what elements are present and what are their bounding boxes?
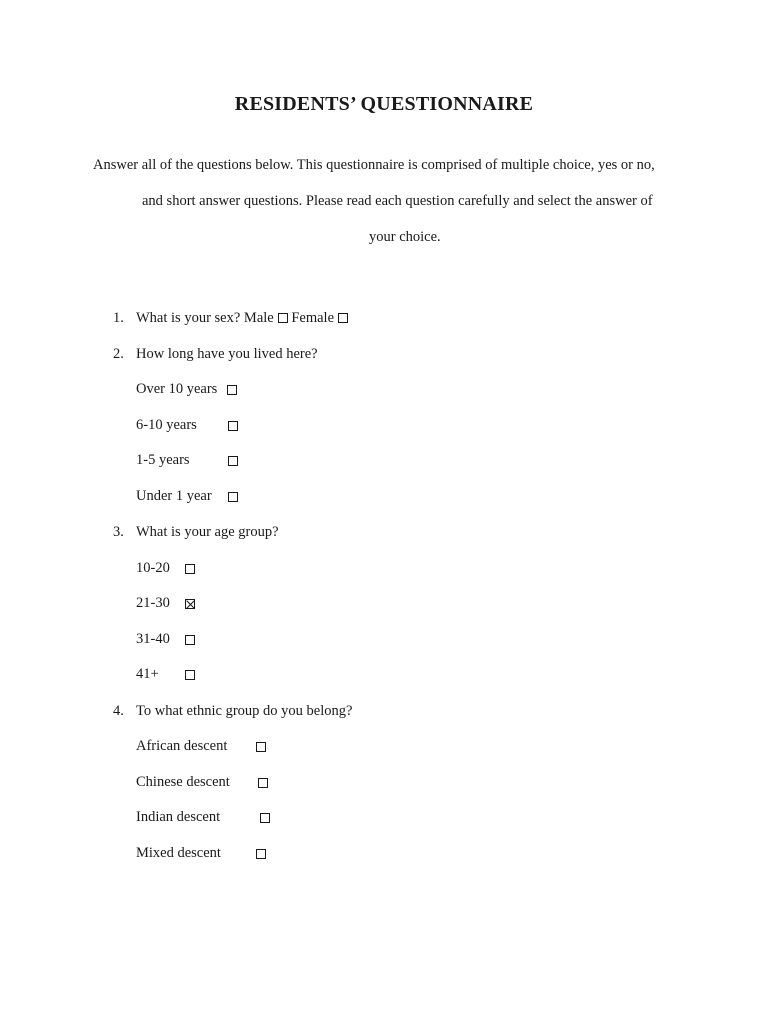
question-1-text: What is your sex? xyxy=(136,310,241,326)
option-chinese-descent-checkbox[interactable] xyxy=(258,778,268,788)
page-title: RESIDENTS’ QUESTIONNAIRE xyxy=(234,93,534,115)
option-31-40-label: 31-40 xyxy=(136,631,170,647)
option-indian-descent-checkbox[interactable] xyxy=(260,813,270,823)
option-41-plus-label: 41+ xyxy=(136,666,159,682)
option-10-20-label: 10-20 xyxy=(136,560,170,576)
option-mixed-descent-label: Mixed descent xyxy=(136,845,221,861)
option-over-10-years-checkbox[interactable] xyxy=(227,385,237,395)
option-african-descent-label: African descent xyxy=(136,738,228,754)
option-under-1-year-checkbox[interactable] xyxy=(228,492,238,502)
option-under-1-year-label: Under 1 year xyxy=(136,488,212,504)
option-21-30-checkbox-checked[interactable] xyxy=(185,599,195,609)
intro-line-1: Answer all of the questions below. This questionnaire is comprised of multiple choice, yes or no, xyxy=(93,157,655,173)
option-41-plus-checkbox[interactable] xyxy=(185,670,195,680)
intro-line-3: your choice. xyxy=(369,229,441,245)
option-21-30-label: 21-30 xyxy=(136,595,170,611)
option-female-label: Female xyxy=(291,310,335,326)
option-31-40-checkbox[interactable] xyxy=(185,635,195,645)
option-6-10-years-label: 6-10 years xyxy=(136,417,197,433)
option-mixed-descent-checkbox[interactable] xyxy=(256,849,266,859)
question-1-number: 1. xyxy=(113,310,124,326)
option-10-20-checkbox[interactable] xyxy=(185,564,195,574)
question-2-text: How long have you lived here? xyxy=(136,346,318,362)
question-4-text: To what ethnic group do you belong? xyxy=(136,703,353,719)
option-6-10-years-checkbox[interactable] xyxy=(228,421,238,431)
option-female-checkbox[interactable] xyxy=(338,313,348,323)
question-3-text: What is your age group? xyxy=(136,524,279,540)
option-indian-descent-label: Indian descent xyxy=(136,809,221,825)
option-chinese-descent-label: Chinese descent xyxy=(136,774,230,790)
intro-line-2: and short answer questions. Please read each question carefully and select the answer of xyxy=(142,193,653,209)
option-1-5-years-label: 1-5 years xyxy=(136,452,190,468)
option-over-10-years-label: Over 10 years xyxy=(136,381,218,397)
option-1-5-years-checkbox[interactable] xyxy=(228,456,238,466)
option-male-checkbox[interactable] xyxy=(278,313,288,323)
question-3-number: 3. xyxy=(113,524,124,540)
question-1 xyxy=(136,310,348,327)
option-male-label: Male xyxy=(243,310,274,326)
option-african-descent-checkbox[interactable] xyxy=(256,742,266,752)
question-4-number: 4. xyxy=(113,703,124,719)
question-2-number: 2. xyxy=(113,346,124,362)
